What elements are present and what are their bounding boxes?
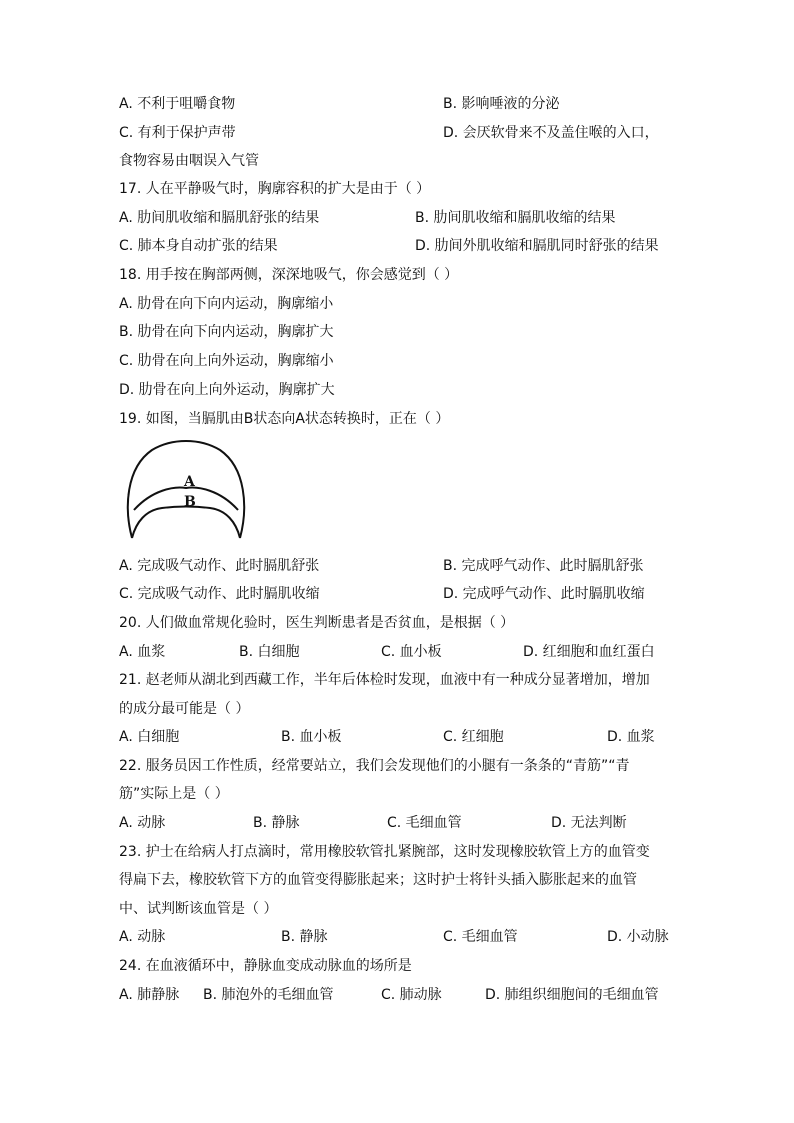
q23-option-b[interactable]: B. 静脉 xyxy=(281,929,328,945)
q20-stem: 20. 人们做血常规化验时，医生判断患者是否贫血，是根据（ ） xyxy=(119,615,515,631)
q20-option-a[interactable]: A. 血浆 xyxy=(119,644,166,660)
q23-option-d[interactable]: D. 小动脉 xyxy=(607,929,669,945)
label-a: A xyxy=(184,474,195,490)
q19-option-d[interactable]: D. 完成呼气动作、此时膈肌收缩 xyxy=(443,586,645,602)
q21-stem: 21. 赵老师从湖北到西藏工作，半年后体检时发现，血液中有一种成分显著增加，增加 xyxy=(119,672,650,688)
q22-options-row xyxy=(119,809,674,837)
q22-option-c[interactable]: C. 毛细血管 xyxy=(387,815,462,831)
q22-stem-continuation: 筋”实际上是（ ） xyxy=(119,786,229,802)
q17-option-d[interactable]: D. 肋间外肌收缩和膈肌同时舒张的结果 xyxy=(415,238,659,254)
q22-option-d[interactable]: D. 无法判断 xyxy=(551,815,627,831)
q18-option-b[interactable]: B. 肋骨在向下向内运动，胸廓扩大 xyxy=(119,324,334,340)
q24-option-c[interactable]: C. 肺动脉 xyxy=(381,987,442,1003)
q18-option-a[interactable]: A. 肋骨在向下向内运动，胸廓缩小 xyxy=(119,296,334,312)
q19-option-c[interactable]: C. 完成吸气动作、此时膈肌收缩 xyxy=(119,586,320,602)
q21-option-a[interactable]: A. 白细胞 xyxy=(119,729,180,745)
q22-option-a[interactable]: A. 动脉 xyxy=(119,815,166,831)
q17-option-b[interactable]: B. 肋间肌收缩和膈肌收缩的结果 xyxy=(415,210,616,226)
q19-row-1 xyxy=(119,552,674,580)
q24-option-a[interactable]: A. 肺静脉 xyxy=(119,987,180,1003)
q16-option-b[interactable]: B. 影响唾液的分泌 xyxy=(443,96,560,112)
q20-options-row xyxy=(119,638,674,666)
q17-stem: 17. 人在平静吸气时，胸廓容积的扩大是由于（ ） xyxy=(119,181,431,197)
q16-option-a[interactable]: A. 不利于咀嚼食物 xyxy=(119,96,236,112)
q24-options-row xyxy=(119,981,674,1009)
q21-options-row xyxy=(119,723,674,751)
q21-option-c[interactable]: C. 红细胞 xyxy=(443,729,504,745)
q16-option-c[interactable]: C. 有利于保护声带 xyxy=(119,125,236,141)
q23-option-a[interactable]: A. 动脉 xyxy=(119,929,166,945)
q19-row-2 xyxy=(119,580,674,608)
q19-stem: 19. 如图，当膈肌由B状态向A状态转换时，正在（ ） xyxy=(119,411,450,427)
q23-stem: 23. 护士在给病人打点滴时，常用橡胶软管扎紧腕部，这时发现橡胶软管上方的血管变 xyxy=(119,844,650,860)
q17-row-2 xyxy=(119,232,674,260)
q19-option-b[interactable]: B. 完成呼气动作、此时膈肌舒张 xyxy=(443,558,644,574)
diaphragm-figure xyxy=(122,438,250,546)
q17-option-a[interactable]: A. 肋间肌收缩和膈肌舒张的结果 xyxy=(119,210,320,226)
q23-option-c[interactable]: C. 毛细血管 xyxy=(443,929,518,945)
q22-option-b[interactable]: B. 静脉 xyxy=(253,815,300,831)
q16-option-d[interactable]: D. 会厌软骨来不及盖住喉的入口， xyxy=(443,125,659,141)
q20-option-d[interactable]: D. 红细胞和血红蛋白 xyxy=(523,644,655,660)
q24-option-b[interactable]: B. 肺泡外的毛细血管 xyxy=(203,987,334,1003)
label-b: B xyxy=(184,494,196,510)
q21-option-d[interactable]: D. 血浆 xyxy=(607,729,655,745)
q20-option-c[interactable]: C. 血小板 xyxy=(381,644,442,660)
q24-option-d[interactable]: D. 肺组织细胞间的毛细血管 xyxy=(485,987,659,1003)
q17-row-1 xyxy=(119,204,674,232)
q16-option-d-continuation: 食物容易由咽误入气管 xyxy=(119,153,259,169)
q21-stem-continuation: 的成分最可能是（ ） xyxy=(119,701,250,717)
q21-option-b[interactable]: B. 血小板 xyxy=(281,729,342,745)
q23-stem-continuation-2: 中、试判断该血管是（ ） xyxy=(119,901,278,917)
q23-options-row xyxy=(119,923,674,951)
q18-option-d[interactable]: D. 肋骨在向上向外运动，胸廓扩大 xyxy=(119,382,335,398)
q18-option-c[interactable]: C. 肋骨在向上向外运动，胸廓缩小 xyxy=(119,353,334,369)
q23-stem-continuation: 得扁下去，橡胶软管下方的血管变得膨胀起来；这时护士将针头插入膨胀起来的血管 xyxy=(119,872,637,888)
q22-stem: 22. 服务员因工作性质，经常要站立，我们会发现他们的小腿有一条条的“青筋”“青 xyxy=(119,758,630,774)
q17-option-c[interactable]: C. 肺本身自动扩张的结果 xyxy=(119,238,278,254)
q24-stem: 24. 在血液循环中，静脉血变成动脉血的场所是 xyxy=(119,958,412,974)
diaphragm-state-b xyxy=(132,507,240,539)
q18-stem: 18. 用手按在胸部两侧，深深地吸气，你会感觉到（ ） xyxy=(119,267,459,283)
q16-row-2 xyxy=(119,119,674,147)
q20-option-b[interactable]: B. 白细胞 xyxy=(239,644,300,660)
q16-row-1 xyxy=(119,90,674,118)
q19-option-a[interactable]: A. 完成吸气动作、此时膈肌舒张 xyxy=(119,558,320,574)
